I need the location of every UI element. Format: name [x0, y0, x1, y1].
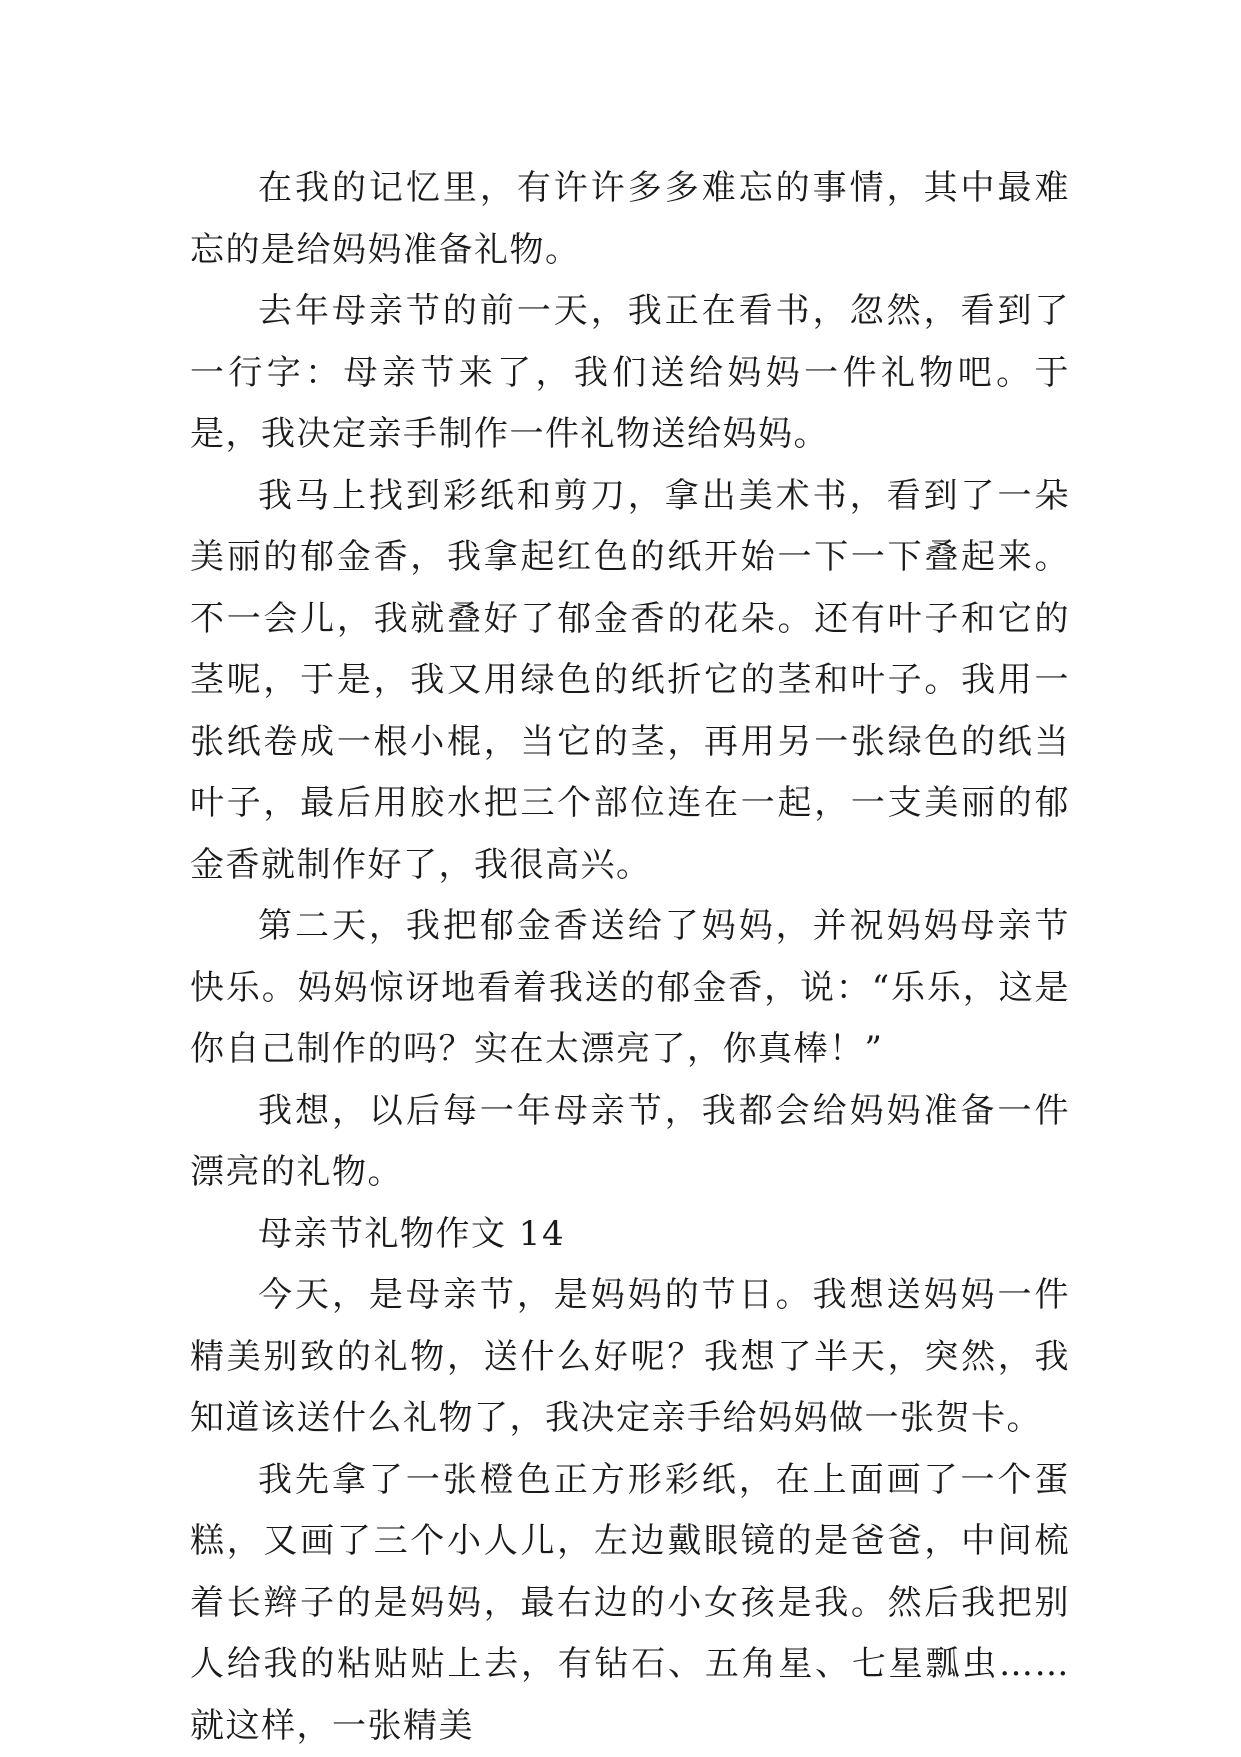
document-body [190, 158, 1070, 1757]
paragraph: 在我的记忆里，有许许多多难忘的事情，其中最难忘的是给妈妈准备礼物。 [190, 158, 1070, 281]
section-heading: 母亲节礼物作文 14 [190, 1204, 1070, 1266]
paragraph: 我先拿了一张橙色正方形彩纸，在上面画了一个蛋糕，又画了三个小人儿，左边戴眼镜的是爸爸，中间梳着长辫子的是妈妈，最右边的小女孩是我。然后我把别人给我的粘贴贴上去，有钻石、五角星、七星瓢虫……就这样，一张精美 [190, 1450, 1070, 1757]
paragraph: 今天，是母亲节，是妈妈的节日。我想送妈妈一件精美别致的礼物，送什么好呢？我想了半天，突然，我知道该送什么礼物了，我决定亲手给妈妈做一张贺卡。 [190, 1265, 1070, 1450]
paragraph: 我想，以后每一年母亲节，我都会给妈妈准备一件漂亮的礼物。 [190, 1081, 1070, 1204]
paragraph: 去年母亲节的前一天，我正在看书，忽然，看到了一行字：母亲节来了，我们送给妈妈一件礼物吧。于是，我决定亲手制作一件礼物送给妈妈。 [190, 281, 1070, 466]
paragraph: 第二天，我把郁金香送给了妈妈，并祝妈妈母亲节快乐。妈妈惊讶地看着我送的郁金香，说：“乐乐，这是你自己制作的吗？实在太漂亮了，你真棒！” [190, 896, 1070, 1081]
paragraph: 我马上找到彩纸和剪刀，拿出美术书，看到了一朵美丽的郁金香，我拿起红色的纸开始一下一下叠起来。不一会儿，我就叠好了郁金香的花朵。还有叶子和它的茎呢，于是，我又用绿色的纸折它的茎和叶子。我用一张纸卷成一根小棍，当它的茎，再用另一张绿色的纸当叶子，最后用胶水把三个部位连在一起，一支美丽的郁金香就制作好了，我很高兴。 [190, 466, 1070, 897]
